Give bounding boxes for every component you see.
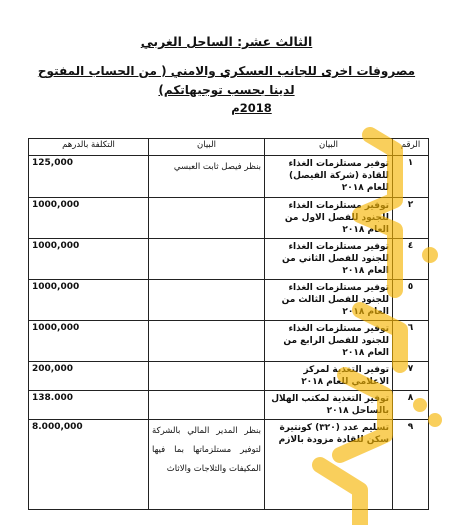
table-row xyxy=(29,239,429,280)
row-note xyxy=(149,391,265,420)
row-cost: 1000,000 xyxy=(29,198,149,239)
column-header-note: البيان xyxy=(149,139,265,156)
row-note xyxy=(149,280,265,321)
document-title: الثالث عشر: الساحل الغربي xyxy=(140,34,313,49)
table-row xyxy=(29,420,429,510)
column-header-number: الرقم xyxy=(393,139,429,156)
row-description: توفير التغذية لمكتب الهلال بالساحل ٢٠١٨ xyxy=(265,391,393,420)
subtitle-line-2: لدينا بحسب توجيهاتكم) xyxy=(158,83,295,97)
expenses-table xyxy=(28,138,429,510)
row-cost: 1000,000 xyxy=(29,239,149,280)
row-number: ٨ xyxy=(393,391,429,420)
row-note: بنظر فيصل ثابت العبسي xyxy=(149,156,265,198)
row-note xyxy=(149,321,265,362)
row-description: توفير مستلزمات الغذاء للقادة (شركة الفيصل) للعام ٢٠١٨ xyxy=(265,156,393,198)
row-number: ٢ xyxy=(393,198,429,239)
table-row xyxy=(29,391,429,420)
row-note: بنظر المدير المالي بالشركة لتوفير مستلزماتها بما فيها المكيفات والثلاجات والاثاث xyxy=(149,420,265,510)
table-row xyxy=(29,280,429,321)
row-cost: 200,000 xyxy=(29,362,149,391)
row-description: توفير مستلزمات الغذاء للجنود للفصل الاول من العام ٢٠١٨ xyxy=(265,198,393,239)
row-description: توفير مستلزمات الغذاء للجنود للفصل الثالث من العام ٢٠١٨ xyxy=(265,280,393,321)
row-number: ١ xyxy=(393,156,429,198)
column-header-cost: التكلفة بالدرهم xyxy=(29,139,149,156)
table-row xyxy=(29,362,429,391)
table-header-row xyxy=(29,139,429,156)
row-number: ٧ xyxy=(393,362,429,391)
row-description: توفير التغذية لمركز الاعلامي للعام ٢٠١٨ xyxy=(265,362,393,391)
table-row xyxy=(29,321,429,362)
document-subtitle xyxy=(20,62,433,100)
row-number: ٦ xyxy=(393,321,429,362)
row-note xyxy=(149,198,265,239)
row-description: توفير مستلزمات الغذاء للجنود للفصل الثاني من العام ٢٠١٨ xyxy=(265,239,393,280)
row-cost: 1000,000 xyxy=(29,321,149,362)
row-note xyxy=(149,239,265,280)
row-cost: 125,000 xyxy=(29,156,149,198)
row-number: ٤ xyxy=(393,239,429,280)
row-description: توفير مستلزمات الغذاء للجنود للفصل الرابع من العام ٢٠١٨ xyxy=(265,321,393,362)
row-number: ٥ xyxy=(393,280,429,321)
row-cost: 1000,000 xyxy=(29,280,149,321)
table-row xyxy=(29,198,429,239)
subtitle-line-1: مصروفات اخرى للجانب العسكري والامني ( من الحساب المفتوح xyxy=(37,64,416,78)
document-year: 2018م xyxy=(231,101,272,115)
row-description: تسليم عدد (٣٢٠) كونتيرة سكن للقادة مزودة بالازم xyxy=(265,420,393,510)
row-cost: 138.000 xyxy=(29,391,149,420)
row-note xyxy=(149,362,265,391)
row-number: ٩ xyxy=(393,420,429,510)
row-cost: 8.000,000 xyxy=(29,420,149,510)
table-row xyxy=(29,156,429,198)
column-header-description: البيان xyxy=(265,139,393,156)
